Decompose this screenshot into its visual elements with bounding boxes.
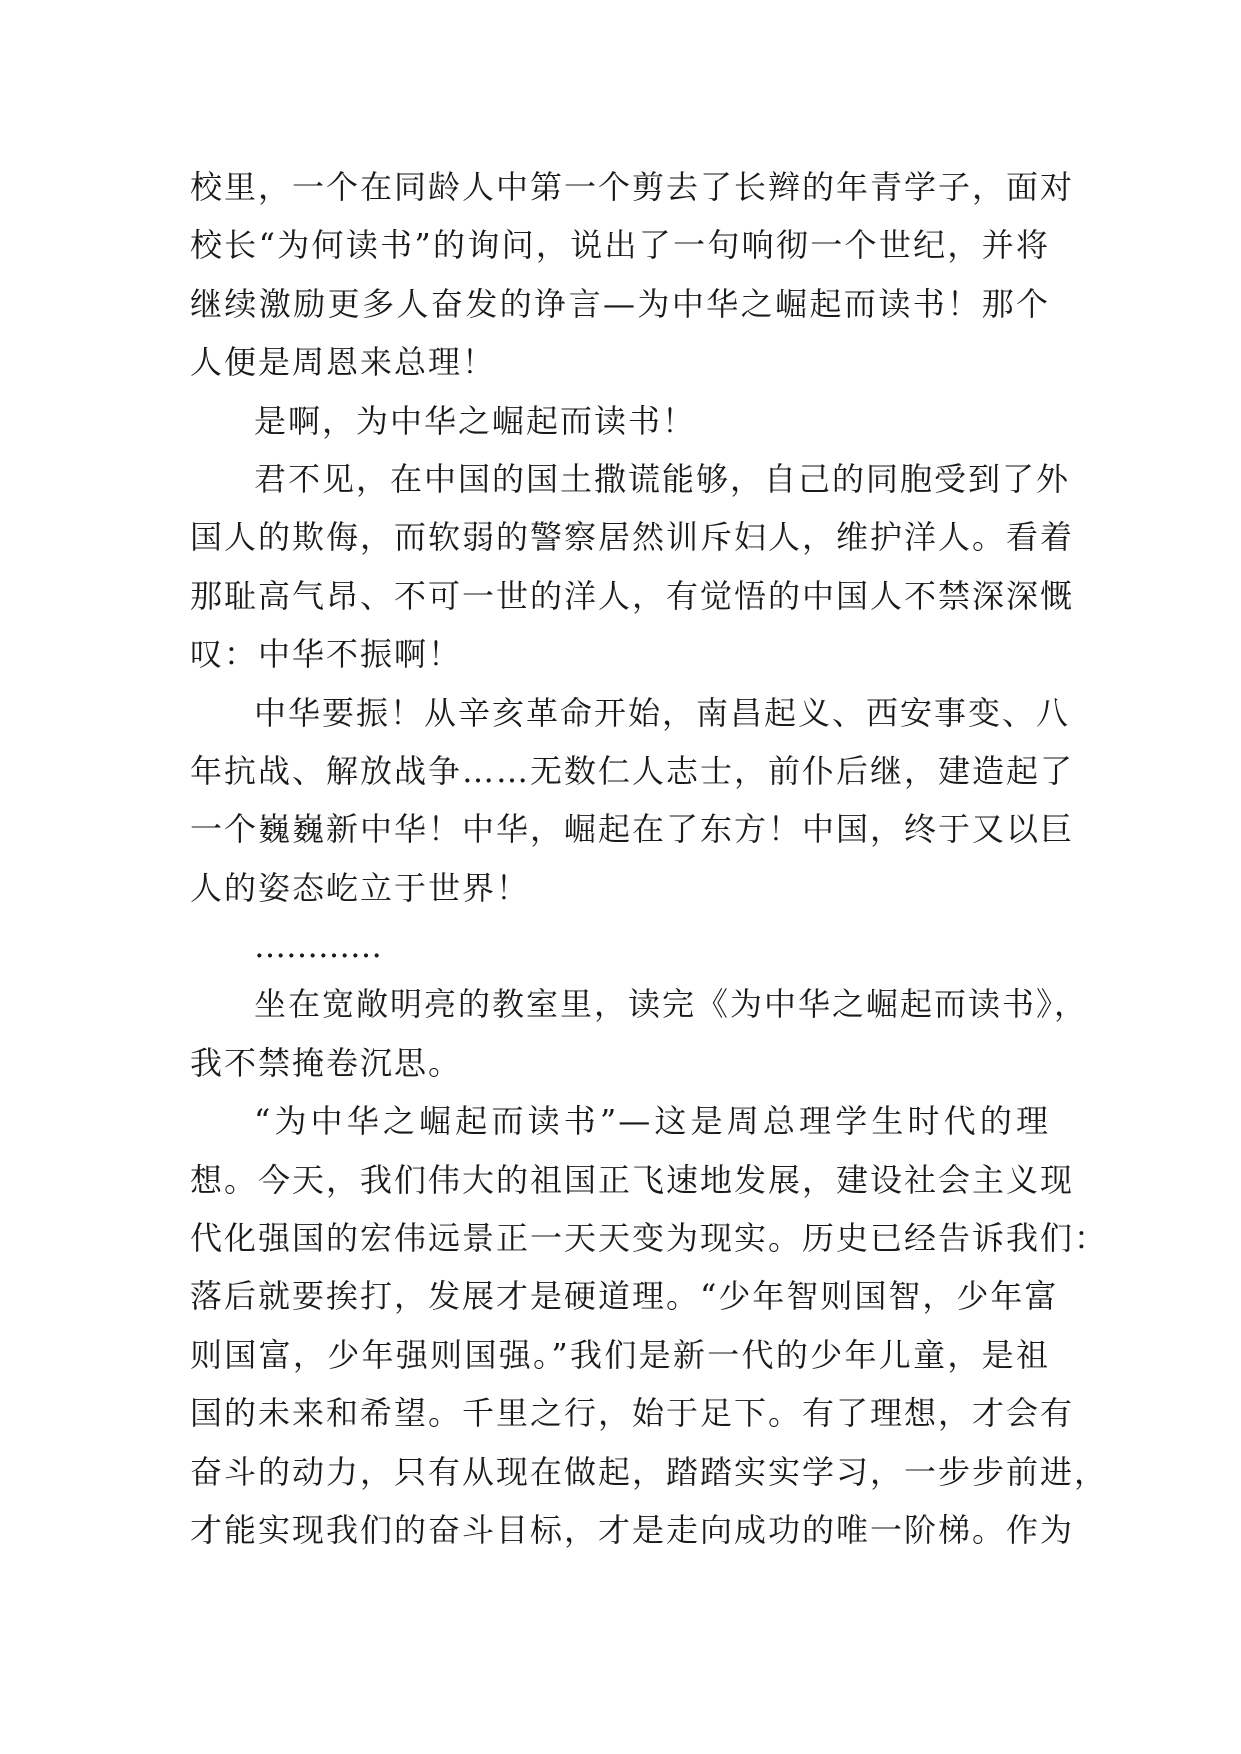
text-line: 才能实现我们的奋斗目标，才是走向成功的唯一阶梯。作为 (190, 1510, 1075, 1549)
document-body (190, 158, 1109, 1559)
text-line: 一个巍巍新中华！中华，崛起在了东方！中国，终于又以巨 (190, 810, 1075, 849)
text-line: 君不见，在中国的国土撒谎能够，自己的同胞受到了外 (254, 459, 1071, 498)
text-line: 那耻高气昂、不可一世的洋人，有觉悟的中国人不禁深深慨 (190, 576, 1075, 615)
text-line: “为中华之崛起而读书”—这是周总理学生时代的理 (254, 1102, 1050, 1141)
ellipsis-line: ………… (254, 927, 382, 966)
text-line: 人的姿态屹立于世界！ (190, 868, 531, 907)
text-line: 代化强国的宏伟远景正一天天变为现实。历史已经告诉我们： (190, 1219, 1109, 1258)
text-line: 想。今天，我们伟大的祖国正飞速地发展，建设社会主义现 (190, 1160, 1075, 1199)
text-line: 则国富，少年强则国强。”我们是新一代的少年儿童，是祖 (190, 1335, 1050, 1374)
text-line: 中华要振！从辛亥革命开始，南昌起义、西安事变、八 (254, 693, 1071, 732)
text-line: 坐在宽敞明亮的教室里，读完《为中华之崛起而读书》， (254, 985, 1089, 1024)
text-line: 国人的欺侮，而软弱的警察居然训斥妇人，维护洋人。看着 (190, 518, 1075, 557)
text-line: 是啊，为中华之崛起而读书！ (254, 401, 697, 440)
text-line: 我不禁掩卷沉思。 (190, 1043, 463, 1082)
text-line: 校里，一个在同龄人中第一个剪去了长辫的年青学子，面对 (190, 168, 1075, 206)
text-line: 继续激励更多人奋发的诤言—为中华之崛起而读书！那个 (190, 284, 1050, 323)
text-line: 奋斗的动力，只有从现在做起，踏踏实实学习，一步步前进， (190, 1452, 1109, 1491)
text-line: 叹：中华不振啊！ (190, 635, 463, 674)
text-line: 校长“为何读书”的询问，说出了一句响彻一个世纪，并将 (190, 226, 1050, 265)
text-line: 落后就要挨打，发展才是硬道理。“少年智则国智，少年富 (190, 1277, 1059, 1316)
text-line: 人便是周恩来总理！ (190, 343, 497, 382)
text-line: 年抗战、解放战争……无数仁人志士，前仆后继，建造起了 (190, 751, 1075, 790)
text-line: 国的未来和希望。千里之行，始于足下。有了理想，才会有 (190, 1394, 1075, 1433)
